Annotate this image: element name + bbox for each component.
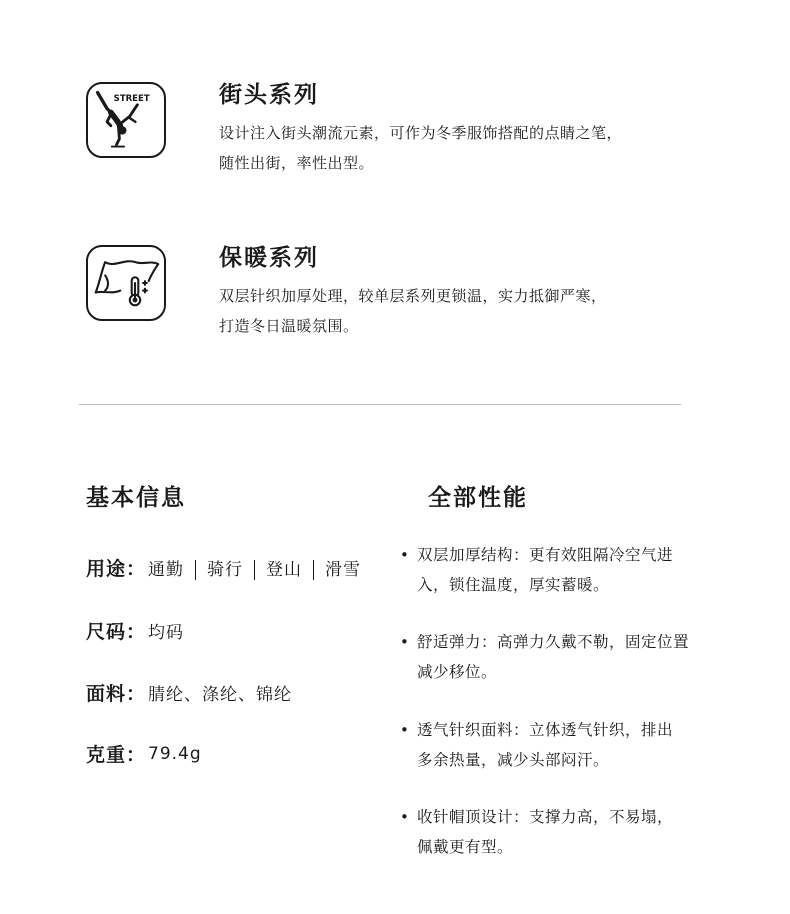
info-row-fabric [86,679,292,706]
basic-info-title: 基本信息 [86,485,186,511]
section-divider [79,404,681,405]
performance-item-line: 入，锁住温度，厚实蓄暖。 [417,576,610,594]
use-item: 滑雪 [325,560,362,580]
performance-item-line: 多余热量，减少头部闷汗。 [417,751,610,769]
performance-item-line: 舒适弹力：高弹力久戴不勒，固定位置 [417,633,690,651]
street-dancer-icon [86,82,166,158]
use-values [148,555,361,580]
fabric-label: 面料： [86,683,147,705]
feature-street-title: 街头系列 [219,82,319,108]
use-item: 登山 [266,560,303,580]
performance-item-line: 佩戴更有型。 [417,838,514,856]
performance-item-line: 减少移位。 [417,663,498,681]
performance-item-line: 透气针织面料：立体透气针织，排出 [417,721,674,739]
use-label: 用途： [86,558,147,580]
performance-item-line: 收针帽顶设计：支撑力高，不易塌， [417,808,674,826]
bullet: • [400,546,410,564]
warmth-flag-thermometer-icon [86,245,166,321]
performance-item [400,627,730,687]
use-separator [195,560,196,580]
bullet: • [400,808,410,826]
use-separator [254,560,255,580]
fabric-value: 腈纶、涤纶、锦纶 [148,685,293,705]
feature-street-desc-line: 随性出街，率性出型。 [219,154,375,172]
bullet: • [400,633,410,651]
size-value: 均码 [148,623,185,643]
performance-item-line: 双层加厚结构：更有效阻隔冷空气进 [417,546,674,564]
feature-warmth-desc-line: 打造冬日温暖氛围。 [219,317,359,335]
feature-warmth-desc-line: 双层针织加厚处理，较单层系列更锁温，实力抵御严寒， [219,287,607,305]
feature-warmth-description [219,281,689,341]
performance-item [400,802,730,862]
info-row-size [86,617,184,644]
info-row-use [86,554,361,581]
feature-street-description [219,118,689,178]
performance-item [400,715,730,775]
performance-item [400,540,730,600]
weight-value: 79.4g [148,743,202,764]
info-row-weight [86,740,202,767]
performance-title: 全部性能 [428,485,528,511]
bullet: • [400,721,410,739]
street-icon-text: STREET [113,94,150,105]
use-separator [313,560,314,580]
feature-warmth-title: 保暖系列 [219,245,319,271]
use-item: 骑行 [207,560,244,580]
use-item: 通勤 [148,560,185,580]
feature-street-desc-line: 设计注入街头潮流元素，可作为冬季服饰搭配的点睛之笔， [219,124,623,142]
weight-label: 克重： [86,744,147,766]
size-label: 尺码： [86,621,147,643]
